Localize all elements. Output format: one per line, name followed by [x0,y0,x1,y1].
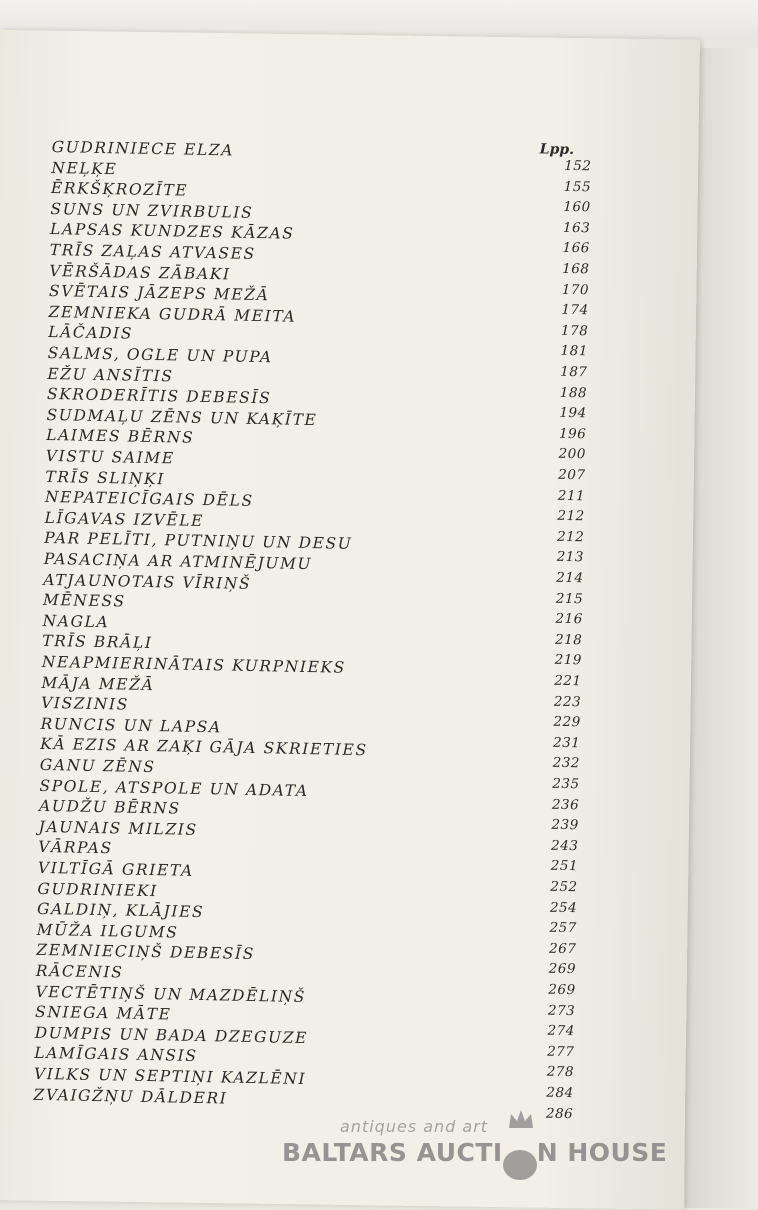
toc-entry-page: 207 [558,466,586,484]
toc-entry-title: LAMĪGAIS ANSIS [34,1044,198,1066]
toc-entry-title: ZEMNIECIŅŠ DEBESĪS [36,941,256,964]
toc-entry-page: 235 [552,775,580,793]
toc-entry-page: 194 [559,404,587,422]
toc-entry-title: RĀCENIS [35,961,124,982]
toc-entry-title: SPOLE, ATSPOLE UN ADATA [39,776,309,800]
toc-entry-title: GUDRINIEKI [37,879,159,900]
toc-entry-title: ZVAIGŽŅU DĀLDERI [33,1085,228,1108]
toc-entry-title: ZEMNIEKA GUDRĀ MEITA [48,302,297,326]
toc-entry-title: LAPSAS KUNDZES KĀZAS [49,220,295,244]
toc-entry-title: SALMS, OGLE UN PUPA [47,343,273,367]
toc-entry-page: 152 [564,157,592,175]
toc-entry-page: 274 [547,1022,575,1040]
toc-entry-title: SUDMAĻU ZĒNS UN KAĶĪTE [46,405,318,429]
toc-entry-title: NAGLA [42,611,110,631]
toc-entry-page: 188 [559,384,588,401]
toc-entry-page: 221 [554,672,582,690]
toc-entry-title: GANU ZĒNS [39,755,156,777]
toc-entry-page: 277 [547,1043,575,1060]
toc-entry-page: 174 [561,302,589,319]
watermark-brand [282,1138,667,1180]
toc-entry-page: 160 [563,199,591,216]
toc-entry-title: SUNS UN ZVIRBULIS [50,199,254,222]
toc-entry-page: 219 [554,652,583,669]
toc-entry-title: VILTĪGĀ GRIETA [37,858,194,880]
toc-entry-title: TRĪS SLIŅĶI [45,467,166,488]
toc-entry-page: 218 [554,631,583,649]
toc-entry-page: 215 [555,590,584,607]
watermark-brand-o [503,1150,537,1180]
toc-entry-title: ĒRKŠĶROZĪTE [50,179,189,200]
toc-entry-page: 200 [558,446,587,463]
toc-entry-page: 211 [557,487,586,504]
toc-entry-page: 251 [550,858,579,875]
toc-entry-page: 239 [551,816,579,834]
toc-entry-page: 254 [549,899,578,916]
toc-entry-title: TRĪS ZAĻAS ATVASES [49,240,256,263]
toc-entry-page: 212 [556,528,585,546]
toc-entry-title: LĀČADIS [47,323,134,343]
toc-entry-page: 166 [562,240,591,257]
toc-entry-title: VECTĒTIŅŠ UN MAZDĒLIŅŠ [35,982,307,1006]
toc-entry-page: 168 [562,260,590,278]
toc-entry-title: VĀRPAS [38,838,113,858]
toc-entry-title: KĀ EZIS AR ZAĶI GĀJA SKRIETIES [40,735,368,760]
toc-entry-page: 214 [556,569,584,587]
toc-entry-title: MĀJA MEŽĀ [41,673,155,694]
toc-entry-page: 229 [553,713,581,731]
toc-entry-page: 267 [548,940,577,958]
toc-entry-title: NEĻĶE [51,158,118,178]
toc-entry-title: VISTU SAIME [45,446,175,468]
toc-entry-page: 223 [553,693,582,710]
toc-entry-page: 196 [558,425,587,443]
toc-entry-title: EŽU ANSĪTIS [47,364,174,385]
toc-entry-page: 212 [557,507,585,525]
toc-entry-title: VĒRŠĀDAS ZĀBAKI [49,261,231,284]
toc-entry-page: 216 [555,610,583,628]
toc-entry-title: MĒNESS [42,591,126,611]
toc-entry-page: 236 [551,796,580,813]
toc-entry-page: 286 [545,1105,574,1122]
toc-entry-page: 178 [560,322,589,340]
toc-entry-title: MŪŽA ILGUMS [36,920,179,942]
toc-entry-title: JAUNAIS MILZIS [38,817,198,839]
toc-entry-title: GALDIŅ, KLĀJIES [36,900,205,922]
toc-entry-title: TRĪS BRĀĻI [42,632,153,653]
toc-entry-page: 170 [561,281,590,298]
toc-entry-page: 243 [550,837,579,855]
toc-entry-title: AUDŽU BĒRNS [38,797,181,818]
toc-entry-title: SKRODERĪTIS DEBESĪS [46,385,272,408]
toc-entry-title: NEAPMIERINĀTAIS KURPNIEKS [41,652,347,677]
toc-entry-page: 257 [549,919,577,937]
page-column-header: Lpp. [539,141,575,159]
toc-entry-page: 163 [562,219,591,237]
toc-entry-page: 232 [552,755,581,772]
toc-entry-page: 155 [563,178,592,195]
toc-entry-page: 278 [546,1064,575,1081]
toc-entry-page: 273 [547,1002,576,1019]
toc-entry-page: 187 [560,363,588,381]
toc-entry-title: VISZINIS [40,694,130,714]
watermark-subtitle: antiques and art [340,1117,489,1136]
toc-entry-title: NEPATEICĪGAIS DĒLS [44,488,254,511]
toc-entry-title: PASACIŅA AR ATMINĒJUMU [43,549,313,574]
toc-entry-title: GUDRINIECE ELZA [51,137,235,160]
toc-entry-page: 213 [556,549,585,566]
toc-entry-title: LAIMES BĒRNS [46,426,195,448]
toc-entry-title: LĪGAVAS IZVĒLE [44,508,205,530]
toc-entry-title: SVĒTAIS JĀZEPS MEŽĀ [48,282,270,305]
toc-entry-title: DUMPIS UN BADA DZEGUZE [34,1023,309,1047]
watermark-brand-start: BALTARS AUCTI [282,1138,503,1167]
watermark-brand-end: N HOUSE [536,1138,668,1167]
toc-entry-title: RUNCIS UN LAPSA [40,714,222,737]
toc-entry-page: 284 [546,1084,574,1102]
toc-entry-page: 181 [560,343,589,360]
crown-icon [506,1104,536,1134]
toc-entry-title: ATJAUNOTAIS VĪRIŅŠ [43,570,252,593]
toc-entry-page: 231 [552,734,581,752]
toc-entry-title: SNIEGA MĀTE [34,1003,172,1024]
toc-entry-page: 269 [548,961,577,978]
toc-entry-title: VILKS UN SEPTIŅI KAZLĒNI [33,1064,307,1089]
toc-entry-page: 269 [548,981,576,999]
toc-entry-page: 252 [550,878,578,896]
toc-entry-title: PAR PELĪTI, PUTNIŅU UN DESU [44,529,353,554]
